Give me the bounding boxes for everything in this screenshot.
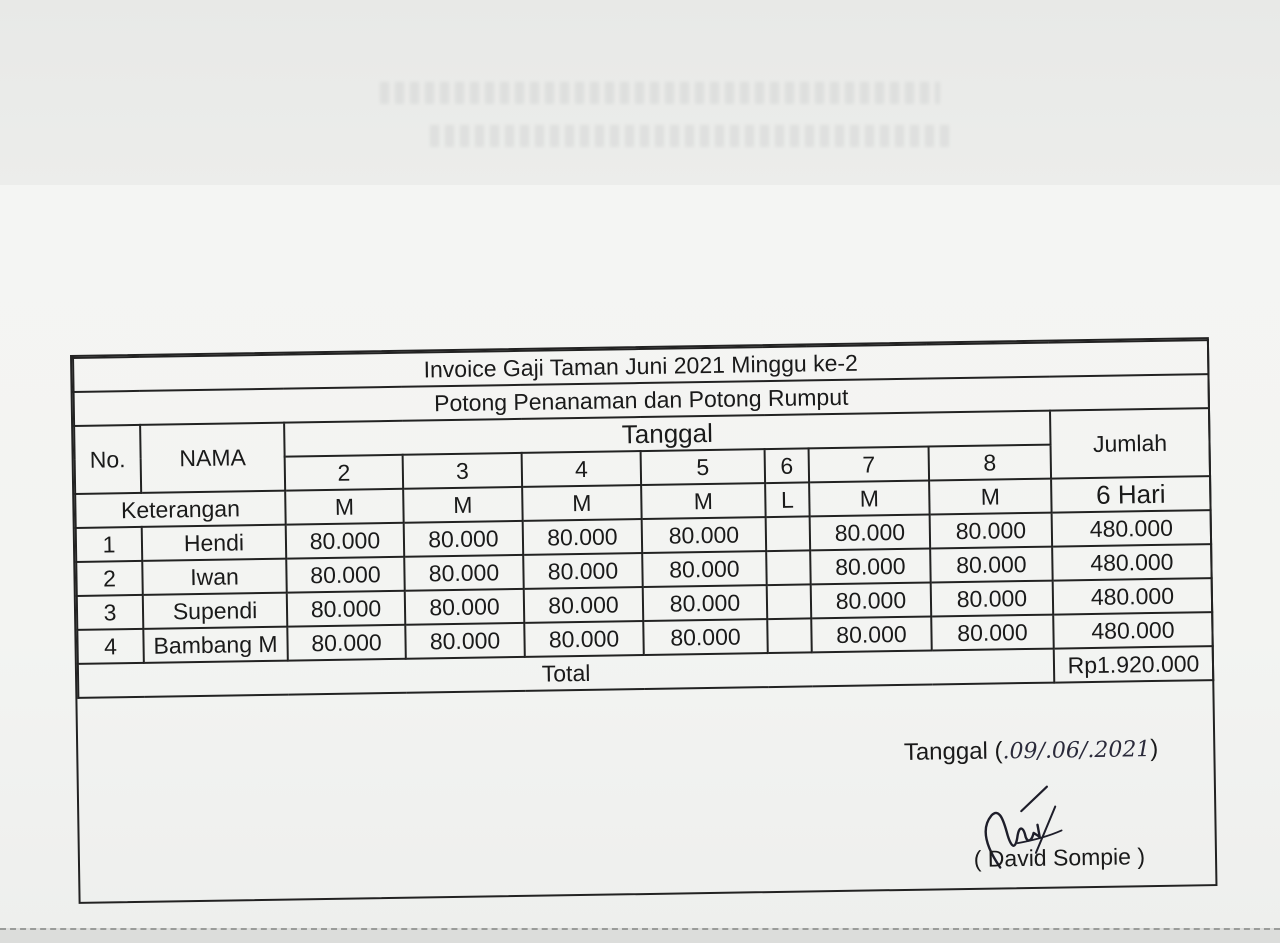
signature-block — [78, 704, 1216, 897]
row-jumlah: 480.000 — [1053, 578, 1213, 614]
row-value: 80.000 — [931, 615, 1054, 651]
total-label: Total — [78, 649, 1054, 698]
row-value: 80.000 — [930, 513, 1053, 549]
row-value: 80.000 — [811, 617, 932, 653]
row-value: 80.000 — [930, 547, 1053, 583]
row-number: 3 — [77, 595, 144, 630]
header-jumlah: Jumlah — [1050, 408, 1210, 478]
handwritten-date: .09/.06/.2021 — [1002, 737, 1151, 765]
row-value: 80.000 — [524, 587, 644, 623]
row-value: 80.000 — [643, 585, 768, 621]
header-tanggal: Tanggal — [284, 411, 1050, 457]
date-cell: 7 — [809, 447, 930, 483]
row-name: Supendi — [143, 593, 288, 629]
date-cell: 8 — [929, 445, 1052, 481]
row-jumlah: 480.000 — [1052, 510, 1212, 546]
signer-name: ( David Sompie ) — [973, 843, 1146, 872]
date-cell: 6 — [765, 448, 810, 483]
row-value: 80.000 — [524, 621, 644, 657]
row-value — [767, 618, 812, 653]
row-value: 80.000 — [286, 557, 405, 593]
row-value: 80.000 — [286, 523, 405, 559]
row-jumlah: 480.000 — [1053, 612, 1213, 648]
code-cell: M — [285, 489, 404, 525]
code-cell: L — [765, 482, 810, 517]
date-suffix: ) — [1150, 734, 1159, 763]
invoice-table — [72, 339, 1214, 699]
row-value — [766, 516, 811, 551]
bleed-through-text — [380, 82, 940, 104]
row-name: Hendi — [142, 525, 287, 561]
row-value: 80.000 — [405, 623, 525, 659]
row-name: Iwan — [142, 559, 287, 595]
row-jumlah: 480.000 — [1052, 544, 1212, 580]
row-value: 80.000 — [287, 625, 406, 661]
date-cell: 5 — [641, 449, 766, 485]
code-cell: M — [641, 483, 766, 519]
keterangan-label: Keterangan — [75, 491, 286, 528]
signature-date — [904, 735, 1159, 767]
code-cell: M — [929, 479, 1052, 515]
row-value: 80.000 — [931, 581, 1054, 617]
row-name: Bambang M — [143, 627, 288, 663]
invoice-subtitle: Potong Penanaman dan Potong Rumput — [74, 374, 1209, 426]
row-number: 2 — [76, 561, 143, 596]
date-cell: 3 — [403, 453, 523, 489]
row-value: 80.000 — [810, 515, 931, 551]
jumlah-days: 6 Hari — [1051, 476, 1211, 512]
row-value — [767, 584, 812, 619]
code-cell: M — [809, 481, 930, 517]
row-value: 80.000 — [523, 519, 643, 555]
invoice-title: Invoice Gaji Taman Juni 2021 Minggu ke-2 — [73, 340, 1208, 392]
row-value: 80.000 — [642, 517, 767, 553]
row-value: 80.000 — [523, 553, 643, 589]
row-value: 80.000 — [404, 521, 524, 557]
row-value: 80.000 — [642, 551, 767, 587]
row-value: 80.000 — [811, 583, 932, 619]
date-cell: 2 — [285, 455, 404, 491]
date-prefix: Tanggal ( — [903, 737, 1003, 766]
total-value: Rp1.920.000 — [1054, 646, 1214, 682]
row-number: 4 — [77, 629, 144, 664]
row-value: 80.000 — [287, 591, 406, 627]
row-value — [766, 550, 811, 585]
row-value: 80.000 — [404, 555, 524, 591]
code-cell: M — [403, 487, 523, 523]
row-value: 80.000 — [405, 589, 525, 625]
code-cell: M — [522, 485, 642, 521]
date-cell: 4 — [522, 451, 642, 487]
background-sheet — [0, 0, 1280, 190]
row-number: 1 — [76, 527, 143, 562]
header-no: No. — [74, 425, 141, 494]
invoice-document — [70, 337, 1217, 904]
bleed-through-text — [430, 125, 950, 147]
header-nama: NAMA — [140, 423, 285, 493]
row-value: 80.000 — [810, 549, 931, 585]
row-value: 80.000 — [643, 619, 768, 655]
